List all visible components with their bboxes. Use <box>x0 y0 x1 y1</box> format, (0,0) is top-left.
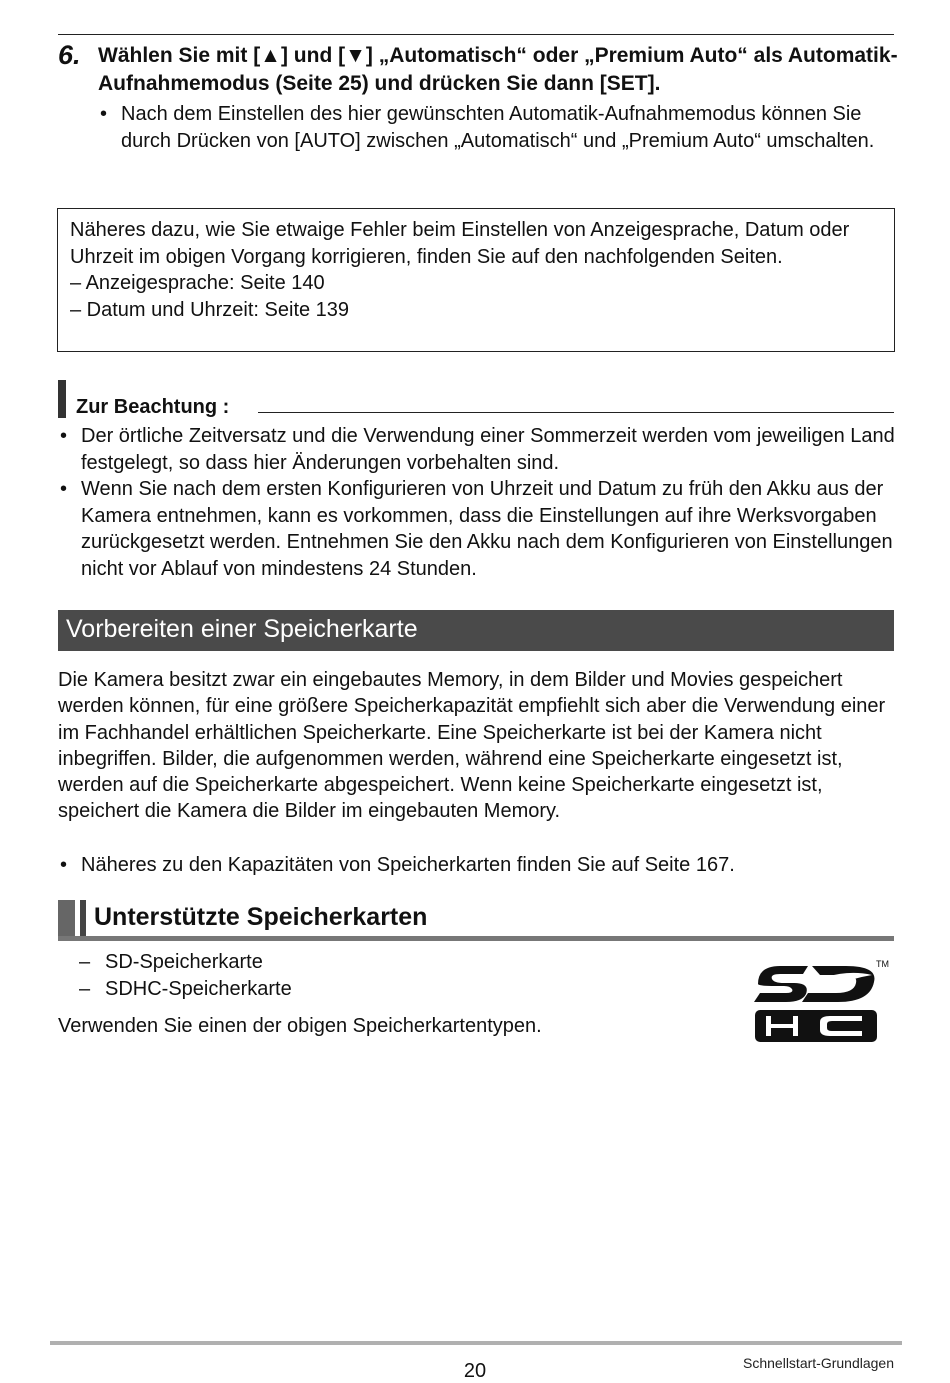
card-item-label: SD-Speicherkarte <box>105 951 263 973</box>
note-item <box>58 423 898 476</box>
section-header <box>58 610 894 651</box>
dash-marker: – <box>79 977 91 1000</box>
card-footer-text: Verwenden Sie einen der obigen Speicherkartentypen. <box>58 1015 542 1037</box>
card-list <box>79 949 579 1002</box>
section-bullet-text: Näheres zu den Kapazitäten von Speicherkarten finden Sie auf Seite 167. <box>81 854 735 876</box>
note-item <box>58 476 898 582</box>
sdhc-logo-icon <box>750 956 895 1044</box>
svg-text:TM: TM <box>876 959 889 969</box>
dash-marker: – <box>79 951 91 973</box>
top-rule <box>58 34 894 35</box>
section-paragraph: Die Kamera besitzt zwar ein eingebautes Memory, in dem Bilder und Movies gespeichert werden können, für eine größere Speicherkapazität empfiehlt sich aber die Verwendung einer im Fachhandel erhältlichen Speicherkarte. Eine Speicherkarte ist bei der Kamera nicht inbegriffen. Bilder, die aufgenommen werden, während eine Speicherkarte eingesetzt ist, werden auf die Speicherkarte abgespeichert. Wenn keine Speicherkarte eingesetzt ist, speichert die Kamera die Bilder im eingebauten Memory. <box>58 669 886 823</box>
step-number: 6. <box>58 40 81 70</box>
info-box <box>57 208 895 352</box>
note-item-text: Der örtliche Zeitversatz und die Verwendung einer Sommerzeit werden vom jeweiligen Land festgelegt, so dass hier Änderungen vorbehalten sind. <box>81 425 895 474</box>
bullet-marker: • <box>60 478 68 500</box>
section-bullet <box>58 852 898 879</box>
info-box-intro: Näheres dazu, wie Sie etwaige Fehler beim Einstellen von Anzeigesprache, Datum oder Uhrzeit im obigen Vorgang korrigieren, finden Sie auf den nachfolgenden Seiten. <box>70 219 850 268</box>
subsection-title: Unterstützte Speicherkarten <box>94 903 428 931</box>
note-item-text: Wenn Sie nach dem ersten Konfigurieren von Uhrzeit und Datum zu früh den Akku aus der Kamera entnehmen, kann es vorkommen, dass die Einstellungen auf ihre Werksvorgaben zurückgesetzt werden. Entnehmen Sie den Akku nach dem Konfigurieren von Einstellungen nicht vor Ablauf von mindestens 24 Stunden. <box>81 478 893 580</box>
footer-rule <box>50 1341 902 1345</box>
note-header <box>58 380 894 418</box>
info-box-datetime-ref: – Datum und Uhrzeit: Seite 139 <box>70 298 350 321</box>
page-number: 20 <box>463 1360 487 1382</box>
step-bullet-text: Nach dem Einstellen des hier gewünschten Automatik-Aufnahmemodus können Sie durch Drücken von [AUTO] zwischen „Automatisch“ und „Premium Auto“ umschalten. <box>121 103 875 152</box>
step-instruction: Wählen Sie mit [▲] und [▼] „Automatisch“ oder „Premium Auto“ als Automatik-Aufnahmemodus (Seite 25) und drücken Sie dann [SET]. <box>98 44 898 95</box>
bullet-marker: • <box>100 103 108 125</box>
footer-section-name: Schnellstart-Grundlagen <box>743 1355 894 1371</box>
subsection-bar-thin <box>80 900 86 938</box>
card-item <box>79 976 579 1003</box>
card-item-label: SDHC-Speicherkarte <box>105 977 292 1000</box>
subsection-underline <box>58 936 894 941</box>
note-bar <box>58 380 66 418</box>
subsection-header <box>58 900 894 942</box>
note-list <box>58 423 898 582</box>
subsection-bar <box>58 900 75 938</box>
note-rule <box>258 412 894 413</box>
bullet-marker: • <box>60 854 68 876</box>
step-bullet <box>100 101 900 154</box>
bullet-marker: • <box>60 425 68 447</box>
section-title: Vorbereiten einer Speicherkarte <box>66 615 418 643</box>
card-item <box>79 949 579 976</box>
note-title: Zur Beachtung : <box>76 396 230 418</box>
info-box-language-ref: – Anzeigesprache: Seite 140 <box>70 272 325 294</box>
